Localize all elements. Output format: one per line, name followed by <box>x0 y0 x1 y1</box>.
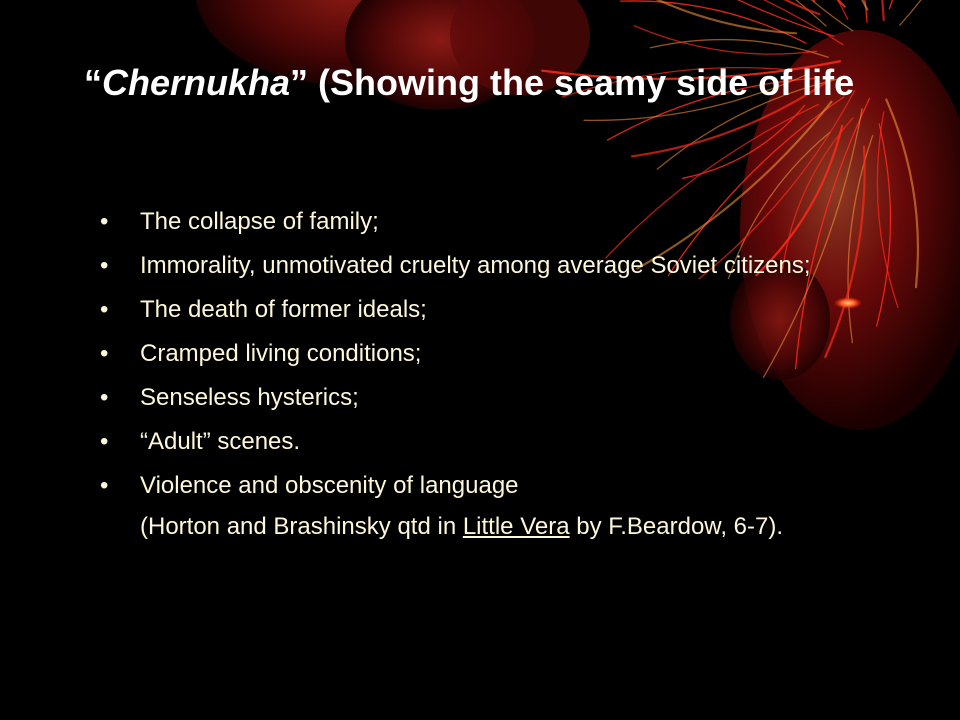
title-italic-term: Chernukha <box>102 62 291 103</box>
bullet-item <box>70 383 830 412</box>
citation-after: by F.Beardow, 6-7). <box>569 513 783 540</box>
bullet-text: Senseless hysterics; <box>140 384 359 411</box>
bullet-text: “Adult” scenes. <box>140 428 301 455</box>
citation-before: (Horton and Brashinsky qtd in <box>140 513 463 540</box>
bullet-dot: • <box>100 428 109 455</box>
burst-line <box>609 0 796 33</box>
burst-line <box>713 0 844 7</box>
bullet-text: Immorality, unmotivated cruelty among average Soviet citizens; <box>140 252 811 279</box>
bullet-text: The collapse of family; <box>140 208 379 235</box>
bullet-item <box>70 251 830 280</box>
citation-link[interactable]: Little Vera <box>462 513 570 540</box>
bullet-item <box>70 471 830 500</box>
citation <box>70 512 830 541</box>
bullet-list <box>70 207 830 556</box>
bullet-item <box>70 339 830 368</box>
spark-shape <box>834 297 862 309</box>
slide-title <box>84 58 884 107</box>
bullet-dot: • <box>100 296 109 323</box>
title-open-quote: “ <box>84 62 102 103</box>
title-rest: ” (Showing the seamy side of life <box>290 62 855 103</box>
bullet-text: Cramped living conditions; <box>140 340 422 367</box>
bullet-dot: • <box>100 340 109 367</box>
bullet-dot: • <box>100 252 109 279</box>
burst-line <box>900 0 960 25</box>
bullet-dot: • <box>100 208 109 235</box>
bullet-text: Violence and obscenity of language <box>140 472 519 499</box>
burst-line <box>881 0 910 20</box>
burst-line <box>697 0 820 14</box>
bullet-text: The death of former ideals; <box>140 296 427 323</box>
bullet-item <box>70 427 830 456</box>
bullet-item <box>70 295 830 324</box>
bullet-dot: • <box>100 472 109 499</box>
bullet-item <box>70 207 830 236</box>
bullet-dot: • <box>100 384 109 411</box>
burst-line <box>650 40 828 58</box>
